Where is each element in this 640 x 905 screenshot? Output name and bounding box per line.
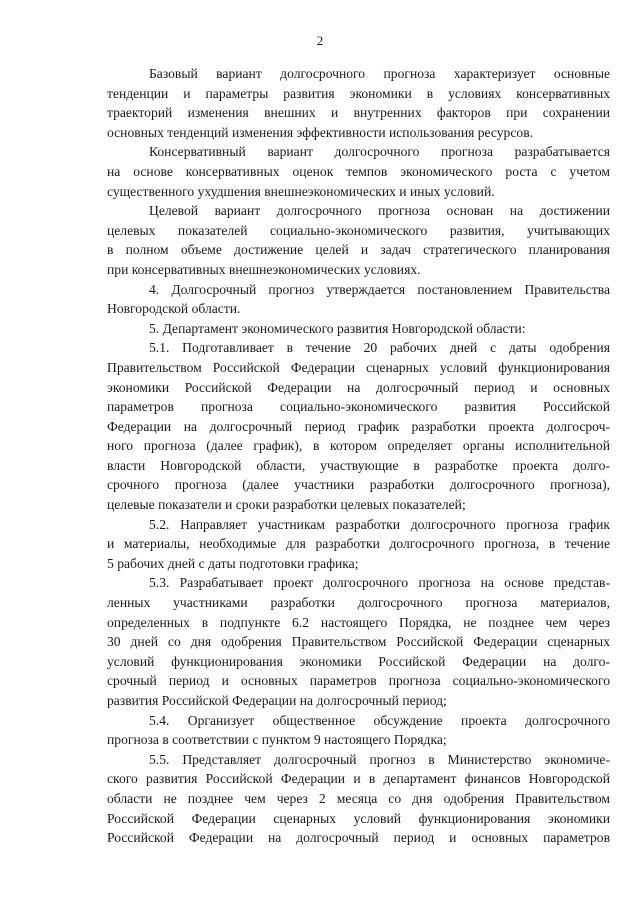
paragraph — [107, 711, 610, 750]
document-body — [107, 64, 610, 848]
text-line: власти Новгородской области, участвующие в разработке проекта долго- — [107, 457, 610, 473]
text-line: 5.1. Подготавливает в течение 20 рабочих дней с даты одобрения — [149, 340, 610, 356]
text-line: экономики Российской Федерации на долгосрочный период и основных — [107, 379, 610, 395]
page-number: 2 — [316, 33, 324, 48]
text-line: области не позднее чем через 2 месяца со дня одобрения Правительством — [107, 790, 610, 806]
text-line: ного прогноза (далее график), в котором определяет органы исполнительной — [107, 438, 610, 454]
text-line: Правительством Российской Федерации сценарных условий функционирования — [107, 359, 610, 375]
text-line: ленных участниками разработки долгосрочного прогноза материалов, — [107, 595, 610, 611]
text-line: существенного ухудшения внешнеэкономических и иных условий. — [107, 183, 495, 199]
text-line: 5 рабочих дней с даты подготовки графика; — [107, 555, 359, 571]
text-line: Российской Федерации сценарных условий функционирования экономики — [107, 810, 610, 826]
text-line: Новгородской области. — [107, 301, 241, 317]
text-line: тенденции и параметры развития экономики в условиях консервативных — [107, 85, 610, 101]
text-line: параметров прогноза социально-экономического развития Российской — [107, 399, 610, 415]
text-line: при консервативных внешнеэкономических условиях. — [107, 261, 421, 277]
text-line: 5.5. Представляет долгосрочный прогноз в Министерство экономиче- — [149, 751, 610, 767]
text-line: 4. Долгосрочный прогноз утверждается постановлением Правительства — [149, 281, 610, 297]
paragraph — [107, 515, 610, 574]
text-line: прогноза в соответствии с пунктом 9 настоящего Порядка; — [107, 732, 447, 748]
text-line: ского развития Российской Федерации и в департамент финансов Новгородской — [107, 771, 610, 787]
text-line: в полном объеме достижение целей и задач стратегического планирования — [107, 242, 610, 258]
text-line: Базовый вариант долгосрочного прогноза характеризует основные — [149, 66, 610, 81]
text-line: целевых показателей социально-экономического развития, учитывающих — [107, 222, 610, 238]
text-line: условий функционирования экономики Российской Федерации на долго- — [107, 653, 610, 669]
text-line: определенных в подпункте 6.2 настоящего Порядка, не позднее чем через — [107, 614, 610, 630]
text-line: 30 дней со дня одобрения Правительством Российской Федерации сценарных — [107, 634, 610, 650]
text-line: Целевой вариант долгосрочного прогноза основан на достижении — [149, 203, 610, 219]
text-line: на основе консервативных оценок темпов экономического роста с учетом — [107, 163, 610, 179]
text-line: срочного прогноза (далее участники разработки долгосрочного прогноза), — [107, 477, 610, 493]
paragraph — [107, 64, 610, 142]
text-line: развития Российской Федерации на долгосрочный период; — [107, 693, 447, 708]
text-line: целевые показатели и сроки разработки целевых показателей; — [107, 497, 466, 513]
text-line: Российской Федерации на долгосрочный период и основных параметров — [107, 830, 610, 846]
text-line: траекторий изменения внешних и внутренних факторов при сохранении — [107, 105, 610, 121]
text-line: 5.2. Направляет участникам разработки долгосрочного прогноза график — [149, 516, 610, 532]
text-line: основных тенденций изменения эффективности использования ресурсов. — [107, 124, 534, 140]
text-line: Федерации на долгосрочный период график разработки проекта долгосроч- — [107, 418, 610, 434]
text-line: Консервативный вариант долгосрочного прогноза разрабатывается — [149, 144, 610, 160]
paragraph — [107, 280, 610, 319]
paragraph — [107, 750, 610, 848]
paragraph — [107, 201, 610, 279]
text-line: срочный период и основных параметров прогноза социально-экономического — [107, 673, 610, 689]
text-line: и материалы, необходимые для разработки долгосрочного прогноза, в течение — [107, 536, 610, 552]
text-line: 5.3. Разрабатывает проект долгосрочного прогноза на основе представ- — [149, 575, 610, 591]
paragraph — [107, 142, 610, 201]
paragraph — [107, 338, 610, 514]
paragraph — [107, 573, 610, 710]
text-line: 5.4. Организует общественное обсуждение проекта долгосрочного — [149, 712, 610, 728]
text-line: 5. Департамент экономического развития Новгородской области: — [149, 320, 526, 336]
paragraph — [107, 319, 610, 339]
